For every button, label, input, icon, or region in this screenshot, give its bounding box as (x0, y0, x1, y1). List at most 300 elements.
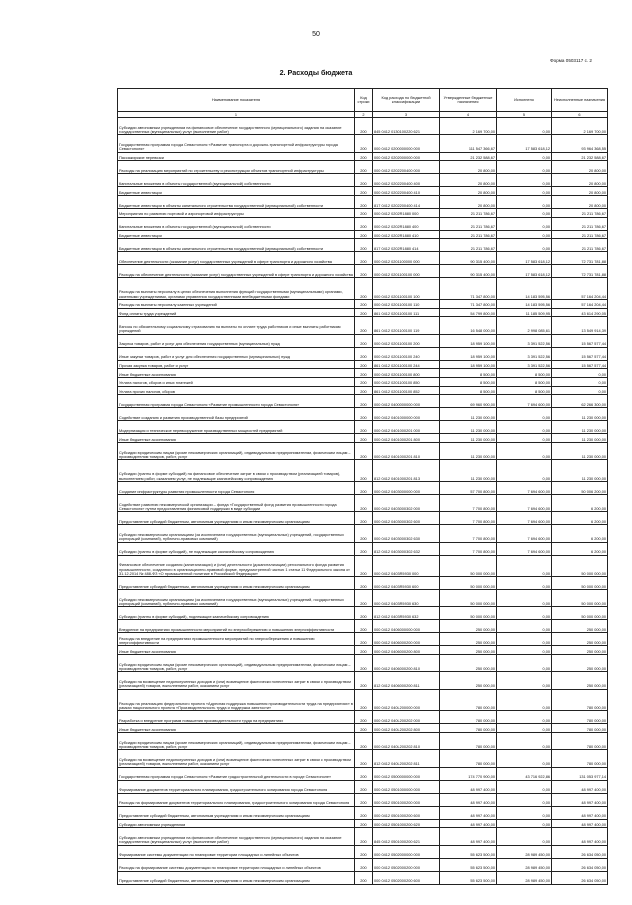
row-code-cell: 200 (355, 672, 373, 689)
row-code-cell: 200 (355, 689, 373, 711)
row-approved-cell: 50 000 000,00 (440, 555, 497, 577)
row-approved-cell: 50 000 000,00 (440, 590, 497, 607)
row-code-cell: 200 (355, 161, 373, 174)
row-remaining-cell: 780 000,00 (552, 689, 608, 711)
column-number: 3 (373, 112, 440, 118)
table-row (118, 252, 608, 265)
row-approved-cell: 11 230 000,00 (440, 460, 497, 482)
row-remaining-cell: 50 000 000,00 (552, 555, 608, 577)
row-code-cell: 200 (355, 494, 373, 511)
row-approved-cell: 21 211 786,67 (440, 217, 497, 230)
row-remaining-cell: 6 200,00 (552, 542, 608, 555)
row-remaining-cell: 250 000,00 (552, 633, 608, 646)
row-kbk-cell: 000 0412 0202R1880 000 (373, 208, 440, 217)
row-approved-cell: 250 000,00 (440, 672, 497, 689)
table-row (118, 408, 608, 421)
row-name-cell: Субсидии юридическим лицам (кроме некоммерческих организаций), индивидуальным предпринимателям, физическим лицам – производителям товаров, работ, услуг (118, 443, 355, 460)
row-approved-cell: 780 000,00 (440, 732, 497, 749)
row-kbk-cell: 812 0412 0403R5930 632 (373, 607, 440, 620)
row-kbk-cell: 000 0412 0501000000 000 (373, 780, 440, 793)
row-remaining-cell: 57 164 204,44 (552, 299, 608, 308)
table-row (118, 230, 608, 239)
row-code-cell: 200 (355, 395, 373, 408)
row-executed-cell: 0,00 (497, 806, 552, 819)
row-name-cell: Содействие развитию некоммерческой организации – фонда «Государственный фонд развития промышленности города Севастополя» путем предоставления финансовой поддержки в виде субсидии (118, 494, 355, 511)
row-executed-cell: 0,00 (497, 780, 552, 793)
row-code-cell: 200 (355, 118, 373, 135)
table-row (118, 481, 608, 494)
row-name-cell: Расходы на выплаты персоналу в целях обеспечения выполнения функций государственными (муниципальными) органами, казенными учреждениями, органами управления государственными внебюджетными фондами (118, 278, 355, 300)
row-kbk-cell: 000 0412 0202200400 000 (373, 161, 440, 174)
row-executed-cell: 0,00 (497, 590, 552, 607)
row-name-cell: Создание инфраструктуры развития промышленности города Севастополя (118, 481, 355, 494)
row-code-cell: 200 (355, 607, 373, 620)
row-executed-cell: 0,00 (497, 793, 552, 806)
row-approved-cell: 55 623 500,00 (440, 858, 497, 871)
row-executed-cell: 3 391 522,56 (497, 347, 552, 360)
row-name-cell: Закупка товаров, работ и услуг для обеспечения государственных (муниципальных) нужд (118, 334, 355, 347)
row-executed-cell: 0,00 (497, 174, 552, 187)
row-kbk-cell: 000 0412 0201100100 110 (373, 299, 440, 308)
row-approved-cell: 11 230 000,00 (440, 434, 497, 443)
row-approved-cell: 250 000,00 (440, 646, 497, 655)
table-row (118, 174, 608, 187)
row-executed-cell: 0,00 (497, 408, 552, 421)
row-name-cell: Расходы на выплаты персоналу казенных учреждений (118, 299, 355, 308)
row-remaining-cell: 11 230 000,00 (552, 460, 608, 482)
row-approved-cell: 71 347 800,00 (440, 299, 497, 308)
row-name-cell: Уплата прочих налогов, сборов (118, 386, 355, 395)
row-executed-cell: 8 500,00 (497, 386, 552, 395)
row-code-cell: 200 (355, 377, 373, 386)
table-row (118, 672, 608, 689)
row-approved-cell: 11 230 000,00 (440, 443, 497, 460)
column-header: Код расхода по бюджетной классификации (373, 89, 440, 112)
row-approved-cell: 11 230 000,00 (440, 421, 497, 434)
row-executed-cell: 0,00 (497, 460, 552, 482)
row-executed-cell: 0,00 (497, 195, 552, 208)
column-number: 6 (552, 112, 608, 118)
row-kbk-cell: 000 0412 0201100000 000 (373, 252, 440, 265)
row-name-cell: Иные бюджетные ассигнования (118, 724, 355, 733)
row-kbk-cell: 000 0412 0201100100 800 (373, 369, 440, 378)
row-executed-cell: 0,00 (497, 711, 552, 724)
row-code-cell: 200 (355, 386, 373, 395)
row-kbk-cell: 817 0412 0202R1880 414 (373, 239, 440, 252)
table-row (118, 421, 608, 434)
form-code: Форма 0503117 с. 2 (550, 58, 592, 63)
row-name-cell: Капитальные вложения в объекты государственной (муниципальной) собственности (118, 174, 355, 187)
row-kbk-cell: 000 0412 040L200202 810 (373, 732, 440, 749)
column-number: 2 (355, 112, 373, 118)
table-row (118, 633, 608, 646)
table-row (118, 434, 608, 443)
row-remaining-cell: 20 800,00 (552, 161, 608, 174)
table-row (118, 152, 608, 161)
row-approved-cell: 90 315 400,00 (440, 265, 497, 278)
row-approved-cell: 21 211 786,67 (440, 208, 497, 217)
row-code-cell: 200 (355, 655, 373, 672)
table-row (118, 512, 608, 525)
row-kbk-cell: 000 0412 0501000200 620 (373, 819, 440, 828)
row-executed-cell: 17 583 618,12 (497, 265, 552, 278)
table-row (118, 135, 608, 152)
section-title: 2. Расходы бюджета (279, 68, 353, 77)
row-code-cell: 200 (355, 590, 373, 607)
row-executed-cell: 0,00 (497, 633, 552, 646)
row-kbk-cell: 000 0412 0501000200 600 (373, 806, 440, 819)
row-code-cell: 200 (355, 135, 373, 152)
row-kbk-cell: 861 0412 0201100100 852 (373, 386, 440, 395)
row-kbk-cell: 000 0412 0202200400 400 (373, 174, 440, 187)
row-remaining-cell: 50 006 200,00 (552, 481, 608, 494)
expenses-table (117, 88, 608, 885)
row-executed-cell: 7 694 600,00 (497, 512, 552, 525)
row-code-cell: 200 (355, 871, 373, 884)
row-approved-cell: 18 959 100,00 (440, 360, 497, 369)
row-remaining-cell: 780 000,00 (552, 724, 608, 733)
row-code-cell: 200 (355, 230, 373, 239)
row-executed-cell: 7 694 600,00 (497, 525, 552, 542)
row-executed-cell: 7 694 600,00 (497, 481, 552, 494)
row-remaining-cell: 50 000 000,00 (552, 607, 608, 620)
table-row (118, 871, 608, 884)
table-row (118, 780, 608, 793)
row-approved-cell: 780 000,00 (440, 750, 497, 767)
row-approved-cell: 7 700 800,00 (440, 494, 497, 511)
row-approved-cell: 8 500,00 (440, 386, 497, 395)
row-executed-cell: 0,00 (497, 555, 552, 577)
row-code-cell: 200 (355, 646, 373, 655)
row-kbk-cell: 000 0412 040L200202 800 (373, 724, 440, 733)
row-executed-cell: 0,00 (497, 732, 552, 749)
row-approved-cell: 250 000,00 (440, 633, 497, 646)
row-executed-cell: 17 583 618,12 (497, 135, 552, 152)
row-approved-cell: 780 000,00 (440, 724, 497, 733)
row-remaining-cell: 780 000,00 (552, 750, 608, 767)
row-remaining-cell: 21 211 786,67 (552, 239, 608, 252)
row-code-cell: 200 (355, 239, 373, 252)
row-kbk-cell: 000 0412 040L200000 000 (373, 689, 440, 711)
row-remaining-cell: 48 997 400,00 (552, 806, 608, 819)
row-approved-cell: 54 799 800,00 (440, 308, 497, 317)
row-executed-cell: 0,00 (497, 646, 552, 655)
row-approved-cell: 55 623 500,00 (440, 871, 497, 884)
row-code-cell: 200 (355, 555, 373, 577)
row-approved-cell: 48 997 400,00 (440, 819, 497, 828)
row-approved-cell: 21 211 786,67 (440, 239, 497, 252)
row-executed-cell: 0,00 (497, 152, 552, 161)
row-approved-cell: 780 000,00 (440, 689, 497, 711)
row-code-cell: 200 (355, 152, 373, 161)
row-kbk-cell: 000 0412 0406000200 800 (373, 646, 440, 655)
row-kbk-cell: 000 0412 0502000200 600 (373, 871, 440, 884)
row-name-cell: Бюджетные инвестиции в объекты капитального строительства государственной (муниципальной) собственности (118, 195, 355, 208)
row-kbk-cell: 000 0412 0401000201 800 (373, 434, 440, 443)
page-number: 50 (312, 31, 320, 38)
table-row (118, 858, 608, 871)
row-approved-cell: 174 770 900,00 (440, 767, 497, 780)
row-kbk-cell: 000 0412 0403000302 600 (373, 512, 440, 525)
row-executed-cell: 17 583 618,12 (497, 252, 552, 265)
table-row (118, 161, 608, 174)
row-approved-cell: 20 800,00 (440, 161, 497, 174)
row-name-cell: Иные бюджетные ассигнования (118, 646, 355, 655)
row-name-cell: Расходы на внедрение на предприятиях промышленности мероприятий по энергосбережению и повышению энергоэффективности (118, 633, 355, 646)
table-row (118, 208, 608, 217)
row-approved-cell: 250 000,00 (440, 620, 497, 633)
row-executed-cell: 14 183 595,56 (497, 299, 552, 308)
row-remaining-cell: 20 800,00 (552, 174, 608, 187)
row-remaining-cell: 50 000 000,00 (552, 590, 608, 607)
row-code-cell: 200 (355, 421, 373, 434)
row-executed-cell: 0,00 (497, 750, 552, 767)
row-remaining-cell: 2 169 700,00 (552, 118, 608, 135)
table-row (118, 265, 608, 278)
row-kbk-cell: 000 0412 0202R1880 410 (373, 230, 440, 239)
table-row (118, 443, 608, 460)
row-approved-cell: 69 960 900,00 (440, 395, 497, 408)
table-row (118, 711, 608, 724)
row-name-cell: Субсидии юридическим лицам (кроме некоммерческих организаций), индивидуальным предпринимателям, физическим лицам – производителям товаров, работ, услуг (118, 732, 355, 749)
row-name-cell: Субсидии на возмещение недополученных доходов и (или) возмещение фактически понесенных затрат в связи с производством (реализацией) товаров, выполнением работ, оказанием услуг (118, 672, 355, 689)
row-code-cell: 200 (355, 299, 373, 308)
row-executed-cell: 7 694 600,00 (497, 395, 552, 408)
row-code-cell: 200 (355, 512, 373, 525)
row-code-cell: 200 (355, 767, 373, 780)
row-remaining-cell: 0,00 (552, 369, 608, 378)
row-kbk-cell: 000 0412 0201100100 240 (373, 347, 440, 360)
table-row (118, 494, 608, 511)
column-number: 5 (497, 112, 552, 118)
row-approved-cell: 50 000 000,00 (440, 607, 497, 620)
table-row (118, 542, 608, 555)
row-kbk-cell: 000 0412 0401000000 000 (373, 408, 440, 421)
row-code-cell: 200 (355, 434, 373, 443)
row-code-cell: 200 (355, 347, 373, 360)
row-kbk-cell: 000 0412 0200000000 000 (373, 135, 440, 152)
table-body (118, 118, 608, 885)
table-row (118, 334, 608, 347)
table-row (118, 525, 608, 542)
row-approved-cell: 50 000 000,00 (440, 577, 497, 590)
row-name-cell: Предоставление субсидий бюджетным, автономным учреждениям и иным некоммерческим организациям (118, 871, 355, 884)
row-approved-cell: 111 547 366,67 (440, 135, 497, 152)
row-executed-cell: 3 391 522,56 (497, 334, 552, 347)
row-code-cell: 200 (355, 443, 373, 460)
row-approved-cell: 57 700 800,00 (440, 481, 497, 494)
table-row (118, 577, 608, 590)
row-kbk-cell: 000 0412 0502000200 000 (373, 858, 440, 871)
row-remaining-cell: 48 997 400,00 (552, 780, 608, 793)
table-row (118, 655, 608, 672)
table-row (118, 308, 608, 317)
row-code-cell: 200 (355, 858, 373, 871)
row-remaining-cell: 780 000,00 (552, 732, 608, 749)
row-kbk-cell: 000 0412 040L200202 000 (373, 711, 440, 724)
row-code-cell: 200 (355, 750, 373, 767)
row-approved-cell: 8 500,00 (440, 377, 497, 386)
row-kbk-cell: 000 0412 0403000302 000 (373, 494, 440, 511)
table-row (118, 386, 608, 395)
row-code-cell: 200 (355, 724, 373, 733)
row-approved-cell: 780 000,00 (440, 711, 497, 724)
row-executed-cell: 0,00 (497, 118, 552, 135)
row-executed-cell: 0,00 (497, 421, 552, 434)
row-name-cell: Предоставление субсидий бюджетным, автономным учреждениям и иным некоммерческим организациям (118, 577, 355, 590)
row-approved-cell: 250 000,00 (440, 655, 497, 672)
row-executed-cell: 0,00 (497, 208, 552, 217)
table-row (118, 646, 608, 655)
table-header-row (118, 89, 608, 112)
row-executed-cell: 0,00 (497, 655, 552, 672)
row-executed-cell: 7 694 600,00 (497, 494, 552, 511)
row-remaining-cell: 13 549 914,39 (552, 317, 608, 334)
row-approved-cell: 16 548 000,00 (440, 317, 497, 334)
row-kbk-cell: 000 0412 0401000201 000 (373, 421, 440, 434)
row-remaining-cell: 21 232 588,67 (552, 152, 608, 161)
row-approved-cell: 20 800,00 (440, 174, 497, 187)
column-number: 1 (118, 112, 355, 118)
row-name-cell: Обеспечение деятельности (оказание услуг) государственных учреждений в сфере транспорта и дорожного хозяйства (118, 252, 355, 265)
column-header: Наименование показателя (118, 89, 355, 112)
row-remaining-cell: 15 567 577,44 (552, 334, 608, 347)
row-executed-cell: 8 500,00 (497, 369, 552, 378)
row-name-cell: Разработка и внедрение программ повышения производительности труда на предприятиях (118, 711, 355, 724)
row-kbk-cell: 000 0412 0201100100 200 (373, 334, 440, 347)
row-code-cell: 200 (355, 252, 373, 265)
row-code-cell: 200 (355, 187, 373, 196)
table-row (118, 278, 608, 300)
table-row (118, 620, 608, 633)
table-row (118, 299, 608, 308)
row-kbk-cell: 000 0412 0401000201 810 (373, 443, 440, 460)
row-code-cell: 200 (355, 780, 373, 793)
row-kbk-cell: 000 0412 0403000302 630 (373, 525, 440, 542)
row-code-cell: 200 (355, 828, 373, 845)
table-row (118, 377, 608, 386)
row-code-cell: 200 (355, 408, 373, 421)
row-approved-cell: 7 700 800,00 (440, 525, 497, 542)
row-approved-cell: 18 959 100,00 (440, 347, 497, 360)
row-remaining-cell: 6 200,00 (552, 525, 608, 542)
table-row (118, 118, 608, 135)
column-header: Утвержденные бюджетные назначения (440, 89, 497, 112)
row-code-cell: 200 (355, 217, 373, 230)
row-code-cell: 200 (355, 174, 373, 187)
row-name-cell: Бюджетные инвестиции (118, 187, 355, 196)
row-name-cell: Уплата налогов, сборов и иных платежей (118, 377, 355, 386)
row-name-cell: Бюджетные инвестиции в объекты капитального строительства государственной (муниципальной) собственности (118, 239, 355, 252)
row-executed-cell: 0,00 (497, 239, 552, 252)
row-code-cell: 200 (355, 806, 373, 819)
row-executed-cell: 0,00 (497, 620, 552, 633)
row-name-cell: Расходы на формирование системы документации по планировке территории площадных и линейных объектов (118, 858, 355, 871)
row-name-cell: Субсидии автономным учреждениям на финансовое обеспечение государственного (муниципального) задания на оказание государственных (муниципальных) услуг (выполнение работ) (118, 828, 355, 845)
row-remaining-cell: 21 211 786,67 (552, 217, 608, 230)
row-remaining-cell: 250 000,00 (552, 646, 608, 655)
row-name-cell: Пассажирские перевозки (118, 152, 355, 161)
row-remaining-cell: 11 230 000,00 (552, 434, 608, 443)
row-name-cell: Капитальные вложения в объекты государственной (муниципальной) собственности (118, 217, 355, 230)
row-kbk-cell: 000 0412 0406000000 000 (373, 620, 440, 633)
row-name-cell: Субсидии автономным учреждениям на финансовое обеспечение государственного (муниципального) задания на оказание государственных (муниципальных) услуг (выполнение работ) (118, 118, 355, 135)
row-executed-cell: 0,00 (497, 443, 552, 460)
row-kbk-cell: 817 0412 0202200400 414 (373, 195, 440, 208)
row-approved-cell: 21 232 588,67 (440, 152, 497, 161)
row-name-cell: Иные бюджетные ассигнования (118, 369, 355, 378)
row-name-cell: Субсидии юридическим лицам (кроме некоммерческих организаций), индивидуальным предпринимателям, физическим лицам – производителям товаров, работ, услуг (118, 655, 355, 672)
row-kbk-cell: 000 0412 0202200400 410 (373, 187, 440, 196)
row-remaining-cell: 250 000,00 (552, 655, 608, 672)
row-remaining-cell: 50 000 000,00 (552, 577, 608, 590)
row-code-cell: 200 (355, 793, 373, 806)
row-kbk-cell: 000 0412 0406000200 000 (373, 633, 440, 646)
row-approved-cell: 21 211 786,67 (440, 230, 497, 239)
row-code-cell: 200 (355, 265, 373, 278)
row-code-cell: 200 (355, 577, 373, 590)
row-remaining-cell: 72 731 781,88 (552, 252, 608, 265)
table-row (118, 689, 608, 711)
row-approved-cell: 8 500,00 (440, 369, 497, 378)
row-executed-cell: 7 694 600,00 (497, 542, 552, 555)
row-remaining-cell: 48 997 400,00 (552, 819, 608, 828)
row-code-cell: 200 (355, 195, 373, 208)
row-approved-cell: 7 700 800,00 (440, 512, 497, 525)
row-kbk-cell: 000 0412 0202R1880 400 (373, 217, 440, 230)
row-name-cell: Финансовое обеспечение создания (капитализации) и (или) деятельности (докапитализации) регионального фонда развития промышленности, созданного в организационно-правовой форме, предусмотренной частью 1 статьи 11 Федерального закона от 31.12.2014 № 488-ФЗ «О промышленной политике в Российской Федерации» (118, 555, 355, 577)
row-kbk-cell: 000 0412 0500000000 000 (373, 767, 440, 780)
row-name-cell: Внедрение на предприятиях промышленности мероприятий по энергосбережению и повышению энергоэффективности (118, 620, 355, 633)
row-remaining-cell: 780 000,00 (552, 711, 608, 724)
row-name-cell: Содействие созданию и развитию производственной базы предприятий (118, 408, 355, 421)
row-name-cell: Расходы на реализацию федерального проекта «Адресная поддержка повышения производительности труда на предприятиях» в рамках национального проекта «Производительность труда и поддержка занятости» (118, 689, 355, 711)
table-row (118, 750, 608, 767)
row-code-cell: 200 (355, 711, 373, 724)
row-name-cell: Субсидии на возмещение недополученных доходов и (или) возмещение фактически понесенных затрат в связи с производством (реализацией) товаров, выполнением работ, оказанием услуг (118, 750, 355, 767)
row-remaining-cell: 21 211 786,67 (552, 230, 608, 239)
row-executed-cell: 3 391 522,56 (497, 360, 552, 369)
row-code-cell: 200 (355, 481, 373, 494)
table-row (118, 317, 608, 334)
row-code-cell: 200 (355, 360, 373, 369)
row-kbk-cell: 000 0412 0501000200 000 (373, 793, 440, 806)
row-name-cell: Предоставление субсидий бюджетным, автономным учреждениям и иным некоммерческим организациям (118, 512, 355, 525)
row-code-cell: 200 (355, 278, 373, 300)
row-name-cell: Предоставление субсидий бюджетным, автономным учреждениям и иным некоммерческим организациям (118, 806, 355, 819)
row-executed-cell: 0,00 (497, 217, 552, 230)
row-name-cell: Субсидии некоммерческим организациям (за исключением государственных (муниципальных) учреждений, государственных корпораций (компаний), публично-правовых компаний) (118, 590, 355, 607)
row-executed-cell: 43 716 922,86 (497, 767, 552, 780)
row-remaining-cell: 11 230 000,00 (552, 408, 608, 421)
row-remaining-cell: 15 567 577,44 (552, 360, 608, 369)
row-remaining-cell: 26 634 050,00 (552, 871, 608, 884)
table-row (118, 828, 608, 845)
column-header: Неисполненные назначения (552, 89, 608, 112)
row-kbk-cell: 861 0412 0201100100 244 (373, 360, 440, 369)
row-name-cell: Государственная программа города Севастополя «Развитие градостроительной деятельности в городе Севастополе» (118, 767, 355, 780)
row-kbk-cell: 000 0412 0403R5930 630 (373, 590, 440, 607)
row-name-cell: Субсидии (гранты в форме субсидий), не подлежащие казначейскому сопровождению (118, 542, 355, 555)
row-kbk-cell: 812 0412 040L200202 811 (373, 750, 440, 767)
row-name-cell: Иные закупки товаров, работ и услуг для обеспечения государственных (муниципальных) нужд (118, 347, 355, 360)
row-approved-cell: 7 700 800,00 (440, 542, 497, 555)
row-remaining-cell: 62 266 300,00 (552, 395, 608, 408)
row-remaining-cell: 15 567 577,44 (552, 347, 608, 360)
column-header: Исполнено (497, 89, 552, 112)
row-approved-cell: 71 347 800,00 (440, 278, 497, 300)
row-code-cell: 200 (355, 819, 373, 828)
